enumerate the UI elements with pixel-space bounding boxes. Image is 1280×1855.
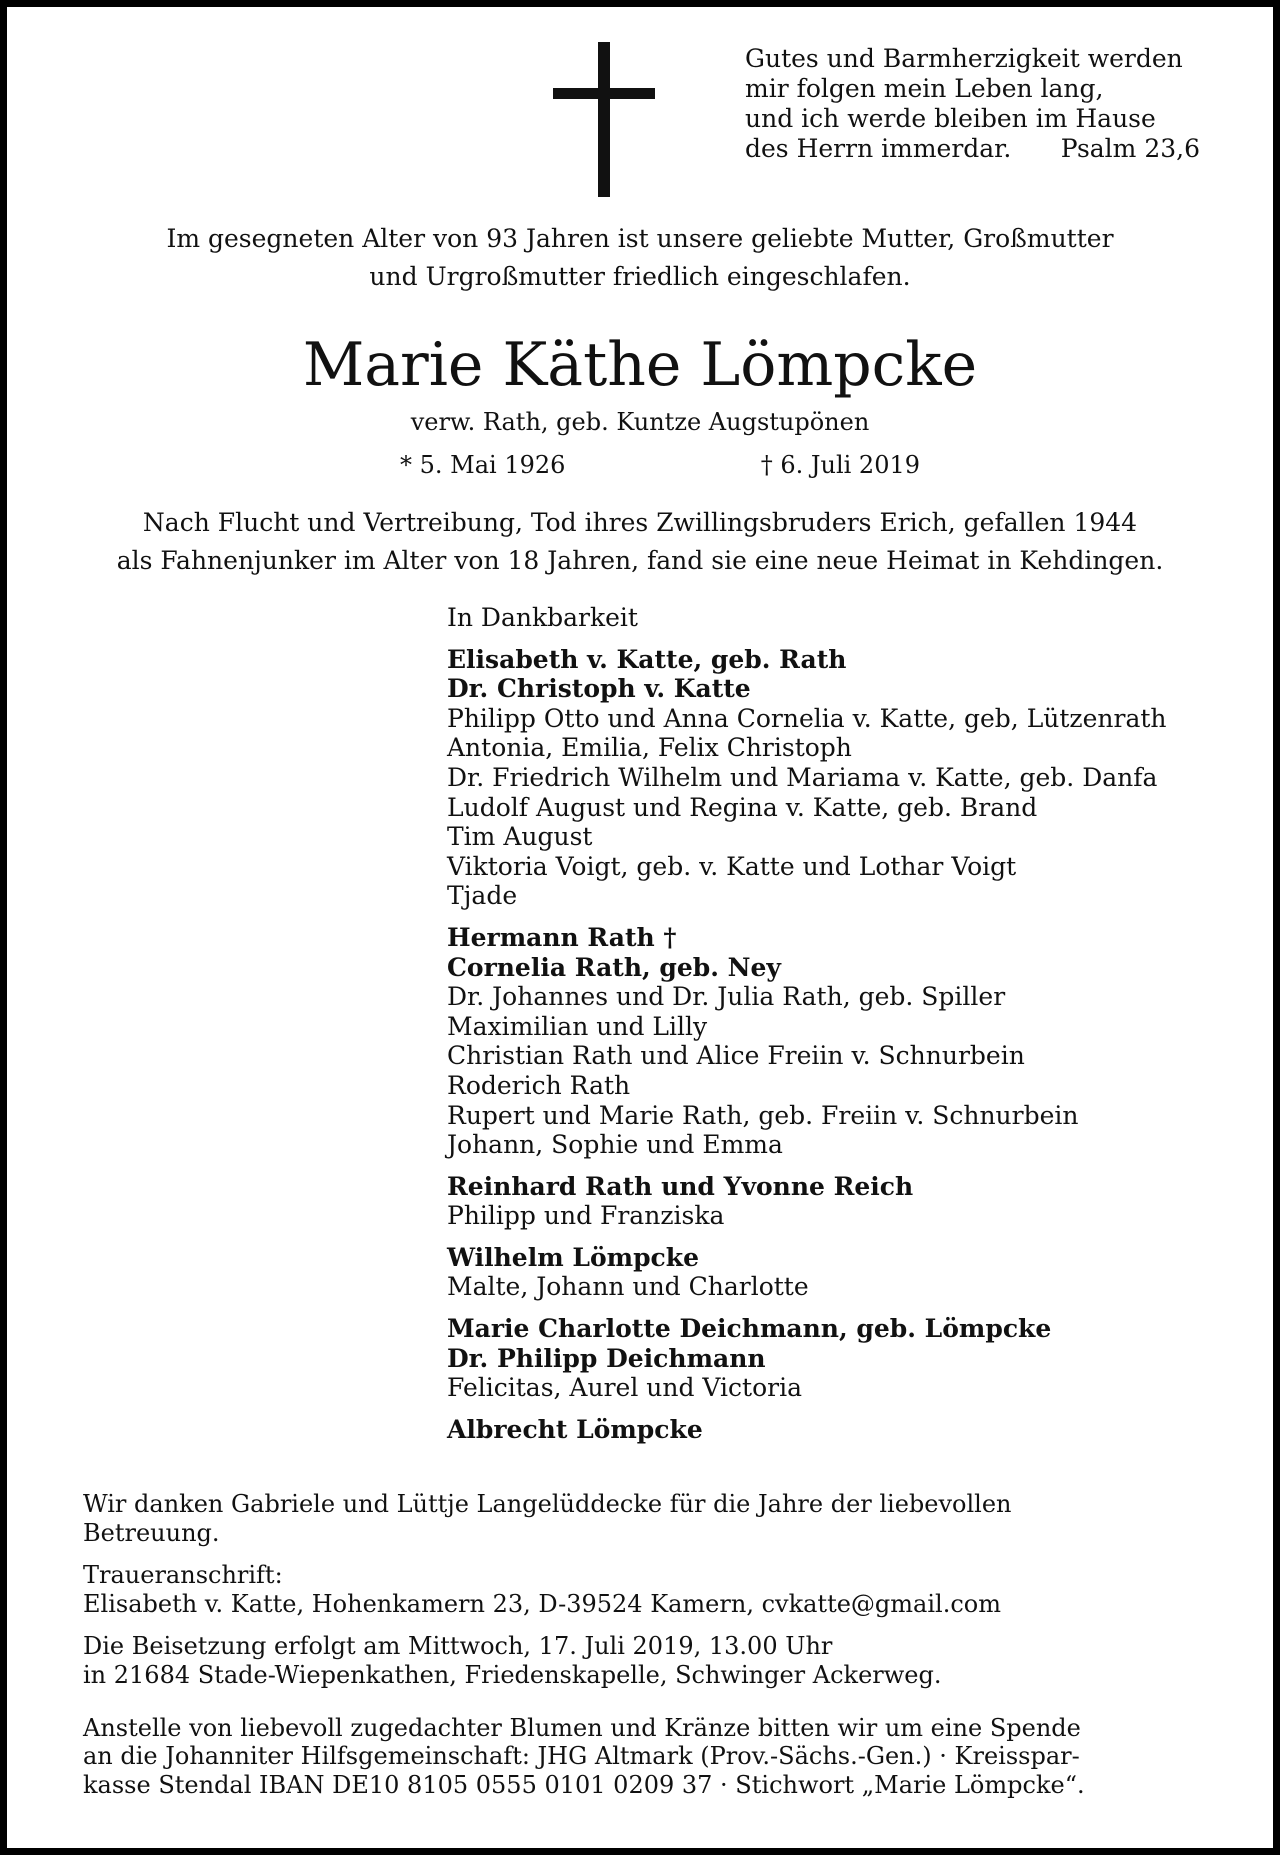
mourners-list bbox=[447, 603, 1237, 1444]
mourner-groups bbox=[447, 645, 1237, 1445]
burial-info bbox=[83, 1632, 1233, 1689]
mourner-name: Philipp Otto und Anna Cornelia v. Katte, geb, Lützenrath bbox=[447, 703, 1167, 733]
mourner-name: Felicitas, Aurel und Victoria bbox=[447, 1373, 802, 1403]
mourner-name-primary: Dr. Philipp Deichmann bbox=[447, 1343, 766, 1373]
mourner-name: Johann, Sophie und Emma bbox=[447, 1130, 783, 1160]
mourner-name-primary: Dr. Christoph v. Katte bbox=[447, 674, 751, 704]
mourner-group bbox=[447, 1314, 1237, 1403]
mourner-name: Tjade bbox=[447, 881, 518, 911]
psalm-line: Gutes und Barmherzigkeit werden bbox=[745, 44, 1183, 73]
psalm-last-line bbox=[745, 134, 1200, 164]
mourner-name-primary: Reinhard Rath und Yvonne Reich bbox=[447, 1171, 914, 1201]
notice-footer bbox=[83, 1490, 1233, 1813]
mourner-name: Dr. Johannes und Dr. Julia Rath, geb. Spiller bbox=[447, 982, 1006, 1012]
mourner-name: Christian Rath und Alice Freiin v. Schnurbein bbox=[447, 1041, 1025, 1071]
burial-line: Die Beisetzung erfolgt am Mittwoch, 17. Juli 2019, 13.00 Uhr bbox=[83, 1632, 833, 1661]
mourner-name: Rupert und Marie Rath, geb. Freiin v. Schnurbein bbox=[447, 1100, 1079, 1130]
mourner-name-primary: Marie Charlotte Deichmann, geb. Lömpcke bbox=[447, 1314, 1052, 1344]
mourner-group bbox=[447, 1172, 1237, 1231]
mourner-group bbox=[447, 923, 1237, 1160]
intro-line: Im gesegneten Alter von 93 Jahren ist unsere geliebte Mutter, Großmutter bbox=[166, 224, 1114, 253]
mourner-name-primary: Albrecht Lömpcke bbox=[447, 1414, 703, 1444]
psalm-reference: Psalm 23,6 bbox=[1060, 134, 1200, 163]
mourner-name-primary: Wilhelm Lömpcke bbox=[447, 1242, 700, 1272]
mourner-name: Viktoria Voigt, geb. v. Katte und Lothar Voigt bbox=[447, 851, 1017, 881]
mourner-name: Tim August bbox=[447, 822, 593, 852]
story-line: als Fahnenjunker im Alter von 18 Jahren, fand sie eine neue Heimat in Kehdingen. bbox=[116, 546, 1164, 575]
deceased-name: Marie Käthe Lömpcke bbox=[302, 330, 978, 400]
thanks-paragraph bbox=[83, 1490, 1233, 1547]
cross-icon bbox=[553, 42, 653, 197]
psalm-line: mir folgen mein Leben lang, bbox=[745, 74, 1104, 103]
donation-line: kasse Stendal IBAN DE10 8105 0555 0101 0209 37 · Stichwort „Marie Lömpcke“. bbox=[83, 1770, 1085, 1799]
mourning-address bbox=[83, 1561, 1233, 1618]
thanks-line: Betreuung. bbox=[83, 1518, 220, 1547]
donation-line: Anstelle von liebevoll zugedachter Blumen und Kränze bitten wir um eine Spende bbox=[83, 1713, 1081, 1742]
donation-request bbox=[83, 1714, 1233, 1800]
address-line: Elisabeth v. Katte, Hohenkamern 23, D-39524 Kamern, cvkatte@gmail.com bbox=[83, 1589, 1001, 1618]
life-dates bbox=[400, 448, 920, 482]
intro-text bbox=[60, 220, 1220, 296]
psalm-quote bbox=[745, 44, 1200, 164]
mourner-name-primary: Cornelia Rath, geb. Ney bbox=[447, 952, 781, 982]
birth-date: * 5. Mai 1926 bbox=[400, 451, 566, 479]
psalm-line: des Herrn immerdar. bbox=[745, 134, 1012, 163]
mourner-name: Malte, Johann und Charlotte bbox=[447, 1272, 809, 1302]
burial-line: in 21684 Stade-Wiepenkathen, Friedenskapelle, Schwinger Ackerweg. bbox=[83, 1660, 942, 1689]
mourner-name: Maximilian und Lilly bbox=[447, 1011, 708, 1041]
mourner-name: Antonia, Emilia, Felix Christoph bbox=[447, 733, 852, 763]
story-line: Nach Flucht und Vertreibung, Tod ihres Zwillingsbruders Erich, gefallen 1944 bbox=[142, 508, 1138, 537]
mourner-name: Ludolf August und Regina v. Katte, geb. Brand bbox=[447, 792, 1038, 822]
donation-line: an die Johanniter Hilfsgemeinschaft: JHG Altmark (Prov.-Sächs.-Gen.) · Kreisspar- bbox=[83, 1742, 1080, 1771]
mourner-group bbox=[447, 1415, 1237, 1445]
mourner-name: Roderich Rath bbox=[447, 1070, 631, 1100]
address-label: Traueranschrift: bbox=[83, 1561, 283, 1590]
mourner-group bbox=[447, 1243, 1237, 1302]
thanks-line: Wir danken Gabriele und Lüttje Langelüddecke für die Jahre der liebevollen bbox=[83, 1490, 1012, 1518]
psalm-line: und ich werde bleiben im Hause bbox=[745, 104, 1156, 133]
mourner-group bbox=[447, 645, 1237, 911]
mourner-name-primary: Elisabeth v. Katte, geb. Rath bbox=[447, 644, 847, 674]
death-date: † 6. Juli 2019 bbox=[760, 451, 920, 479]
mourner-name: Dr. Friedrich Wilhelm und Mariama v. Katte, geb. Danfa bbox=[447, 762, 1158, 792]
life-story bbox=[40, 504, 1240, 580]
mourner-name: Philipp und Franziska bbox=[447, 1201, 725, 1231]
mourners-heading: In Dankbarkeit bbox=[447, 603, 638, 632]
deceased-maiden-name: verw. Rath, geb. Kuntze Augstupönen bbox=[410, 408, 870, 436]
intro-line: und Urgroßmutter friedlich eingeschlafen. bbox=[369, 262, 911, 291]
mourner-name-primary: Hermann Rath † bbox=[447, 922, 677, 952]
